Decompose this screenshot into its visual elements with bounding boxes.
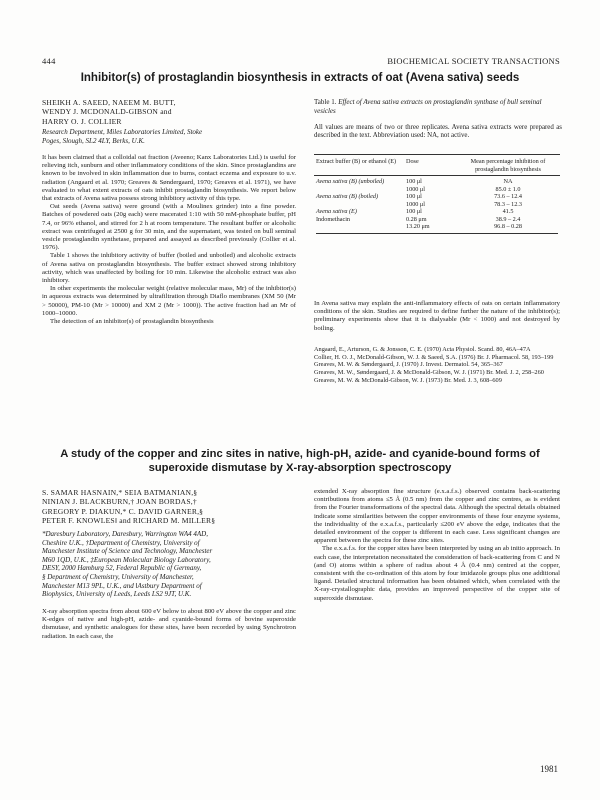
author-line: PETER F. KNOWLES‖ and RICHARD M. MILLER§	[42, 516, 216, 526]
author-line: SHEIKH A. SAEED, NAEEM M. BUTT,	[42, 98, 176, 107]
author-line: HARRY O. J. COLLIER	[42, 116, 122, 126]
table-cell: 100 μl	[406, 208, 422, 215]
affiliation-line: Research Department, Miles Laboratories Limited, Stoke	[42, 128, 203, 136]
article2-authors	[42, 488, 302, 526]
affiliation-line: Poges, Slough, SL2 4LY, Berks, U.K.	[42, 136, 145, 145]
affiliation-line: Cheshire U.K., †Department of Chemistry, University of	[42, 538, 200, 547]
body-paragraph: The detection of an inhibitor(s) of prostaglandin biosynthesis	[50, 318, 214, 326]
table-cell: 38.9 – 2.4	[495, 215, 521, 223]
table-cell: 96.8 – 0.28	[494, 223, 522, 230]
table-header-cell: Extract buffer (B) or ethanol (E)	[316, 158, 397, 165]
table-cell	[314, 201, 404, 209]
table-cell: 41.5	[502, 208, 514, 215]
body-paragraph: It has been claimed that a colloidal oat fraction (Aveeno; Kanx Laboratories Ltd.) is useful for relieving itch, sunburn and other inflammatory conditions of the skin. Since prostaglandins are known to be involved in skin inflammation due to burns, contact eczema and exposure to u.v. radiation (Angaard et al. 1970; Greaves & Søndergaard, 1970; Greaves et al. 1971), we have evaluated to what extent extracts of oats inhibit prostaglandin biosynthesis. We report below that extracts of Avena sativa possess strong inhibitory activity of this type.	[42, 154, 296, 203]
body-paragraph: extended X-ray absorption fine structure (e.x.a.f.s.) observed contains back-scattering contributions from atoms ≤5 Å (0.5 nm) from the copper and zinc centres, as is evident from the Fourier transformations of the spectral data. Although the spectral details obtained indicate some similarities between the copper environments of these four enzyme systems, the individuality of the e.x.a.f.s., particularly ≤200 eV above the edge, indicates that the detailed environment of the copper is different in each case. Less significant changes are apparent between the spectra for these zinc sites.	[314, 488, 560, 545]
author-line: WENDY J. MCDONALD-GIBSON and	[42, 107, 172, 117]
title-line: A study of the copper and zinc sites in native, high-pH, azide- and cyanide-bound forms of	[60, 448, 540, 460]
body-paragraph: X-ray absorption spectra from about 600 eV below to about 800 eV above the copper and zinc K-edges of native and high-pH, azide- and cyanide-bound forms of bovine superoxide dismutase, and synthetic analogues for these sites, have been recorded by using Synchrotron radiation. In each case, the	[42, 608, 296, 640]
author-line: NINIAN J. BLACKBURN,† JOAN BORDAS,†	[42, 497, 197, 507]
table-row	[314, 223, 560, 231]
table-cell: 100 μl	[406, 193, 422, 200]
article2-affiliation	[42, 530, 302, 599]
article1-authors	[42, 98, 302, 126]
table1-label: Table 1.	[314, 98, 337, 106]
table-cell: Avena sativa (E)	[316, 208, 357, 215]
table-cell: 100 μl	[406, 178, 422, 185]
table-bottom-rule	[316, 233, 558, 234]
author-line: S. SAMAR HASNAIN,* SEIA BATMANIAN,§	[42, 488, 198, 497]
reference-item: Greaves, M. W. & McDonald-Gibson, W. J. (1973) Br. Med. J. 3, 608–609	[314, 376, 502, 384]
table-row	[314, 186, 560, 194]
body-paragraph: Table 1 shows the inhibitory activity of buffer (boiled and unboiled) and alcoholic extracts of Avena sativa on prostaglandin biosynthesis. The buffer extract showed strong inhibitory activity, which was unaffected by boiling for 10 min. Likewise the alcoholic extract was also inhibitory.	[42, 252, 296, 285]
body-paragraph: In Avena sativa may explain the anti-inflammatory effects of oats on certain inflammatory conditions of the skin. Studies are required to define further the nature of the inhibitor(s); preliminary experiments show that it is dialysable (Mr < 1000) and not destroyed by boiling.	[314, 300, 560, 332]
table-cell: Avena sativa (B) (unboiled)	[316, 178, 385, 185]
title-line: superoxide dismutase by X-ray-absorption spectroscopy	[148, 461, 452, 474]
table-cell	[314, 186, 404, 194]
article1-body-right	[314, 300, 560, 333]
article2-body-left	[42, 608, 296, 641]
table-cell: 1000 μl	[406, 200, 425, 208]
table-row	[314, 193, 560, 201]
table-header-cell: Mean percentage inhibition of prostaglandin biosynthesis	[470, 158, 546, 173]
table-row	[314, 216, 560, 224]
table1-note: All values are means of two or three replicates. Avena sativa extracts were prepared as described in the text. Abbreviation used: NA, not active.	[314, 124, 562, 140]
table1	[314, 158, 560, 234]
author-line: GREGORY P. DIAKUN,* C. DAVID GARNER,§	[42, 506, 204, 516]
table-cell: 13.20 μm	[406, 223, 430, 230]
page-number-left: 444	[42, 56, 56, 66]
table-top-rule	[314, 154, 560, 155]
table-row	[314, 178, 560, 186]
affiliation-line: § Department of Chemistry, University of Manchester,	[42, 572, 194, 581]
affiliation-line: Biophysics, University of Leeds, Leeds LS2 9JT, U.K.	[42, 590, 192, 599]
body-paragraph: Oat seeds (Avena sativa) were ground (with a Moulinex grinder) into a fine powder. Batches of powdered oats (20g each) were macerated 1:10 with 50 mM-phosphate buffer, pH 7.4, or 96% ethanol, and stirred for 2 h at room temperature. The resultant buffer or alcoholic extract was centrifuged at 2500 g for 30 min, and the supernatant, was tested on bull seminal vesicle prostaglandin synthetase, prepared and assayed as described previously (Collier et al. 1976).	[42, 203, 296, 252]
article1-affiliation	[42, 128, 302, 145]
table1-caption	[314, 98, 564, 115]
journal-title: BIOCHEMICAL SOCIETY TRANSACTIONS	[387, 56, 560, 66]
affiliation-line: Manchester Institute of Science and Technology, Manchester	[42, 547, 213, 556]
table1-title: Effect of Avena sativa extracts on prostaglandin synthase of bull seminal vesicles	[314, 98, 542, 115]
reference-item: Angaard, E., Arturson, G. & Jonsson, C. E. (1970) Acta Physiol. Scand. 80, 46A–47A	[314, 346, 531, 353]
article2-body-right	[314, 488, 560, 603]
affiliation-line: *Daresbury Laboratory, Daresbury, Warrington WA4 4AD,	[42, 530, 208, 538]
article1-references	[314, 346, 560, 385]
table-header-row	[314, 158, 560, 173]
affiliation-line: DESY, 2000 Hamburg 52, Federal Republic of Germany,	[42, 564, 202, 573]
table-cell: 73.6 – 12.4	[494, 193, 522, 200]
page-number-right: 1981	[540, 764, 558, 774]
article1-title: Inhibitor(s) of prostaglandin biosynthesis in extracts of oat (Avena sativa) seeds	[80, 72, 520, 84]
table-cell: 1000 μl	[406, 185, 425, 193]
reference-item: Greaves, M. W., Søndergaard, J. & McDonald-Gibson, W. J. (1971) Br. Med. J. 2, 258–260	[314, 369, 544, 377]
table-cell: 78.3 – 12.3	[494, 200, 522, 208]
table-cell: 0.28 μm	[406, 215, 427, 223]
reference-item: Greaves, M. W. & Søndergaard, J. (1970) J. Invest. Dermatol. 54, 365–367	[314, 361, 503, 369]
table-row	[314, 201, 560, 209]
affiliation-line: Manchester M13 9PL, U.K., and ‖Astbury Department of	[42, 581, 202, 590]
article2-title	[40, 448, 560, 475]
table-cell: Avena sativa (B) (boiled)	[316, 193, 379, 200]
affiliation-line: M60 1QD, U.K., ‡European Molecular Biology Laboratory,	[42, 555, 211, 564]
table-cell: 85.0 ± 1.0	[495, 185, 521, 193]
table-header-cell: Dose	[406, 158, 419, 165]
body-paragraph: In other experiments the molecular weight (relative molecular mass, Mr) of the inhibitor(s) in aqueous extracts was determined by ultrafiltration through Diaflo membranes (XM 50 (Mr > 50000), PM-10 (Mr > 10000) and XM 2 (Mr > 1000)). The active fraction had an Mr of 1000–10000.	[42, 285, 296, 317]
table-cell: NA	[503, 178, 513, 185]
body-paragraph: The e.x.a.f.s. for the copper sites have been interpreted by using an ab initio approach. In each case, the interpretation necessitated the consideration of back-scattering from C and N (and O) atoms within a sphere of radius about 4 Å (0.4 nm) centred at the copper, consistent with the co-ordination of this atom by four imidazole groups plus one additional ligand. Detailed structural information has been obtained which, when correlated with the X-ray-crystallographic data, provides an improved perspective of the copper site of superoxide dismutase.	[314, 545, 560, 602]
table-cell: Indomethacin	[316, 215, 351, 223]
table-cell	[314, 223, 404, 231]
table-row	[314, 208, 560, 216]
table-header-rule	[314, 175, 560, 176]
article1-body-left	[42, 154, 296, 326]
reference-item: Collier, H. O. J., McDonald-Gibson, W. J. & Saeed, S.A. (1976) Br. J. Pharmacol. 58, 193–199	[314, 353, 554, 361]
